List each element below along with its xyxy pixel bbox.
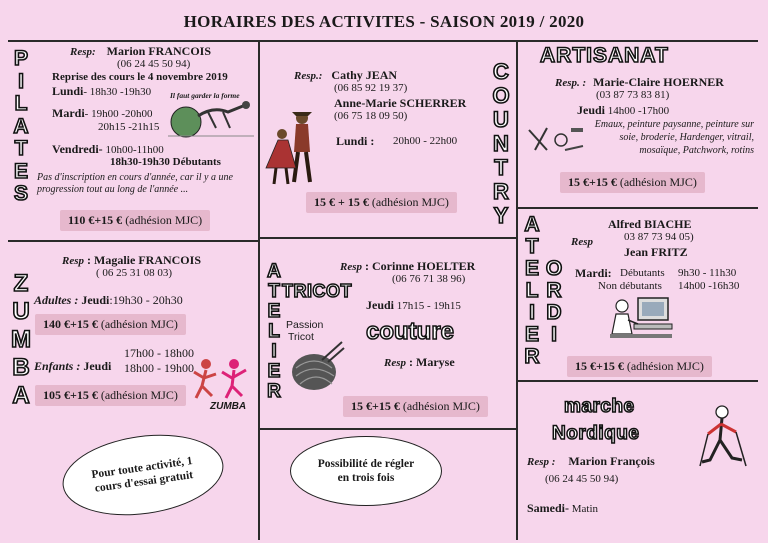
nordic-walker-illustration <box>696 404 750 468</box>
divider <box>258 40 260 540</box>
ordi-phone1: 03 87 73 94 05) <box>624 231 694 243</box>
country-resp: Resp.: Cathy JEAN <box>294 68 398 82</box>
pilates-vendredi-time2: 18h30-19h30 Débutants <box>110 156 221 168</box>
zumba-adultes: Adultes : Jeudi:19h30 - 20h30 <box>34 293 183 307</box>
zumba-phone: ( 06 25 31 08 03) <box>96 267 173 279</box>
divider <box>516 380 758 382</box>
pilates-price: 110 €+15 € (adhésion MJC) <box>60 210 210 231</box>
country-price: 15 € + 15 € (adhésion MJC) <box>306 192 457 213</box>
atelier-tricot-vertical-title: A T E L I E R <box>267 261 281 402</box>
divider <box>516 207 758 209</box>
tricot-resp: Resp : Corinne HOELTER <box>340 259 476 273</box>
country-lundi: Lundi : <box>336 134 375 148</box>
computer-user-illustration <box>608 294 674 344</box>
marche-samedi: Samedi- Matin <box>527 501 599 515</box>
free-trial-cloud: Pour toute activité, 1 cours d'essai gratuit <box>57 425 228 525</box>
zumba-price-enfants: 105 €+15 € (adhésion MJC) <box>35 385 186 406</box>
country-resp2: Anne-Marie SCHERRER <box>334 96 467 110</box>
pilates-mardi-time2: 20h15 -21h15 <box>98 121 160 133</box>
tricot-heading: TRICOT <box>282 281 352 301</box>
zumba-enfants: Enfants : Jeudi <box>34 359 112 373</box>
zumba-logo: ZUMBA <box>210 401 247 412</box>
artisanat-description: Emaux, peinture paysanne, peinture sur soie, broderie, Hardenger, vitrail, mosaïque, Patchwork, rotins <box>594 119 754 156</box>
pilates-slogan: Il faut garder la forme <box>170 91 240 100</box>
ordi-non-debutants-time: 14h00 -16h30 <box>678 280 740 292</box>
divider <box>516 40 518 540</box>
ordi-resp2: Jean FRITZ <box>624 245 688 259</box>
zumba-vertical-title: Z U M B A <box>11 270 31 409</box>
marche-resp: Resp : Marion François <box>527 454 655 468</box>
ordi-mardi: Mardi: <box>575 266 612 280</box>
country-dancers-illustration <box>262 108 328 190</box>
tricot-phone: (06 76 71 38 96) <box>392 273 466 285</box>
divider <box>258 428 516 430</box>
artisanat-resp: Resp. : Marie-Claire HOERNER <box>555 75 724 89</box>
marche-phone: (06 24 45 50 94) <box>545 473 619 485</box>
artisanat-heading: ARTISANAT <box>540 44 669 67</box>
pilates-reprise: Reprise des cours le 4 novembre 2019 <box>52 71 228 83</box>
tricot-jeudi: Jeudi 17h15 - 19h15 <box>366 298 461 312</box>
atelier-ordi-vertical-title-right: O R D I <box>545 257 563 346</box>
pilates-exercise-illustration <box>168 98 254 140</box>
pilates-note: Pas d'inscription en cours d'année, car il y a une progression tout au long de l'année ... <box>37 172 233 195</box>
pilates-phone: (06 24 45 50 94) <box>117 58 191 70</box>
country-phone2: (06 75 18 09 50) <box>334 110 408 122</box>
nordique-heading: Nordique <box>552 423 640 444</box>
ordi-resp1: Alfred BIACHE <box>608 217 692 231</box>
artisanat-price: 15 €+15 € (adhésion MJC) <box>560 172 705 193</box>
country-phone1: (06 85 92 19 37) <box>334 82 408 94</box>
divider <box>8 40 758 42</box>
pilates-vertical-title: P I L A T E S <box>13 47 29 205</box>
passion-tricot-label: Passion Tricot <box>286 319 324 343</box>
artisanat-jeudi: Jeudi 14h00 -17h00 <box>577 103 670 117</box>
page-title: HORAIRES DES ACTIVITES - SAISON 2019 / 2020 <box>183 12 585 31</box>
yarn-ball-illustration <box>288 340 346 392</box>
craft-tools-illustration <box>525 120 587 156</box>
pilates-lundi: Lundi- 18h30 -19h30 <box>52 84 152 98</box>
marche-heading: marche <box>564 396 635 417</box>
country-lundi-time: 20h00 - 22h00 <box>393 135 458 147</box>
country-vertical-title: C O U N T R Y <box>492 59 510 228</box>
payment-installments-cloud: Possibilité de régler en trois fois <box>290 436 442 506</box>
pilates-vendredi: Vendredi- 10h00-11h00 <box>52 142 164 156</box>
ordi-debutants-time: 9h30 - 11h30 <box>678 267 737 279</box>
ordi-non-debutants: Non débutants <box>598 280 662 292</box>
zumba-resp: Resp : Magalie FRANCOIS <box>62 253 201 267</box>
ordi-resp-label: Resp <box>571 236 593 248</box>
zumba-dancers-illustration <box>192 356 252 400</box>
zumba-enfants-time2: 18h00 - 19h00 <box>124 361 194 375</box>
atelier-ordi-vertical-title-left: A T E L I E R <box>524 213 540 368</box>
pilates-resp: Resp: Marion FRANCOIS <box>70 44 212 58</box>
couture-resp: Resp : Maryse <box>384 355 455 369</box>
divider <box>8 240 258 242</box>
artisanat-phone: (03 87 73 83 81) <box>596 89 670 101</box>
pilates-mardi: Mardi- 19h00 -20h00 <box>52 106 153 120</box>
ordi-price: 15 €+15 € (adhésion MJC) <box>567 356 712 377</box>
couture-heading: couture <box>366 318 455 345</box>
divider <box>258 237 516 239</box>
tricot-price: 15 €+15 € (adhésion MJC) <box>343 396 488 417</box>
zumba-price-adultes: 140 €+15 € (adhésion MJC) <box>35 314 186 335</box>
ordi-debutants: Débutants <box>620 267 665 279</box>
zumba-enfants-time1: 17h00 - 18h00 <box>124 346 194 360</box>
